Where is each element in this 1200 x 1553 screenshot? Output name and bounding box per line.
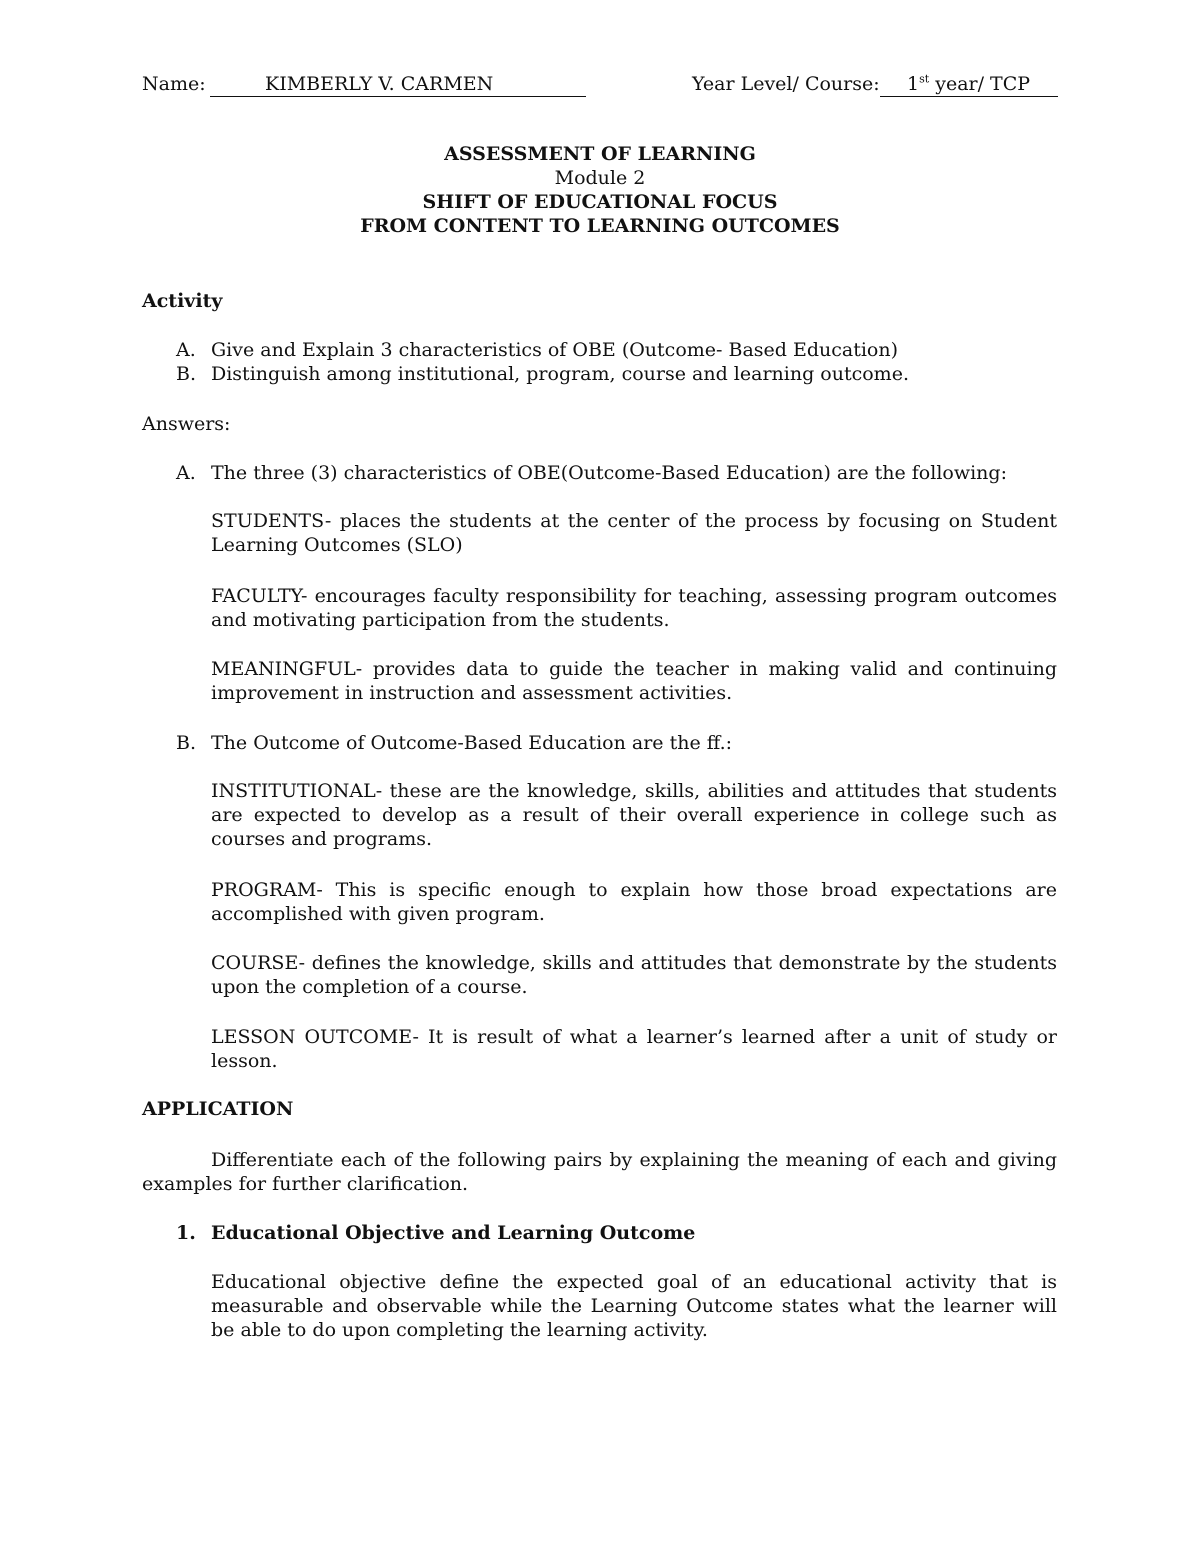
activity-item-b-marker: B. [176,363,197,385]
name-value: KIMBERLY V. CARMEN [265,73,494,95]
application-item-1-answer: Educational objective define the expected goal of an educational activity that is measurable and observable while the Learning Outcome states what the learner will be able to do upon completing the learning activity. [211,1271,1057,1341]
activity-item-a: Give and Explain 3 characteristics of OBE (Outcome- Based Education) [211,339,899,361]
application-item-1-heading: Educational Objective and Learning Outcome [211,1222,696,1244]
course-paragraph: COURSE- defines the knowledge, skills and attitudes that demonstrate by the students upon the completion of a course. [211,952,1057,998]
name-label: Name: [142,73,206,95]
application-instructions: Differentiate each of the following pairs by explaining the meaning of each and giving examples for further clarification. [142,1149,1057,1195]
program-paragraph: PROGRAM- This is specific enough to explain how those broad expectations are accomplished with given program. [211,879,1057,925]
answer-a-marker: A. [176,462,196,484]
year-level-value: 1st year/ TCP [907,72,1031,95]
application-item-1-marker: 1. [176,1222,196,1244]
answer-a-intro: The three (3) characteristics of OBE(Outcome-Based Education) are the following: [211,462,1007,484]
module-title-line-2: FROM CONTENT TO LEARNING OUTCOMES [360,215,840,237]
answer-b-marker: B. [176,732,197,754]
answers-label: Answers: [142,413,231,435]
lesson-outcome-paragraph: LESSON OUTCOME- It is result of what a learner’s learned after a unit of study or lesson. [211,1026,1057,1072]
module-title-line-1: SHIFT OF EDUCATIONAL FOCUS [422,191,778,213]
institutional-paragraph: INSTITUTIONAL- these are the knowledge, skills, abilities and attitudes that students are expected to develop as a result of their overall experience in college such as courses and programs. [211,780,1057,850]
module-label: Module 2 [554,167,646,189]
students-paragraph: STUDENTS- places the students at the center of the process by focusing on Student Learning Outcomes (SLO) [211,510,1057,556]
meaningful-paragraph: MEANINGFUL- provides data to guide the teacher in making valid and continuing improvement in instruction and assessment activities. [211,658,1057,704]
activity-item-b: Distinguish among institutional, program, course and learning outcome. [211,363,909,385]
answer-b-intro: The Outcome of Outcome-Based Education are the ff.: [211,732,733,754]
activity-heading: Activity [142,290,223,312]
year-level-label: Year Level/ Course: [692,73,880,95]
application-heading: APPLICATION [142,1098,294,1120]
document-title: ASSESSMENT OF LEARNING [444,143,756,165]
faculty-paragraph: FACULTY- encourages faculty responsibility for teaching, assessing program outcomes and motivating participation from the students. [211,585,1057,631]
activity-item-a-marker: A. [176,339,196,361]
